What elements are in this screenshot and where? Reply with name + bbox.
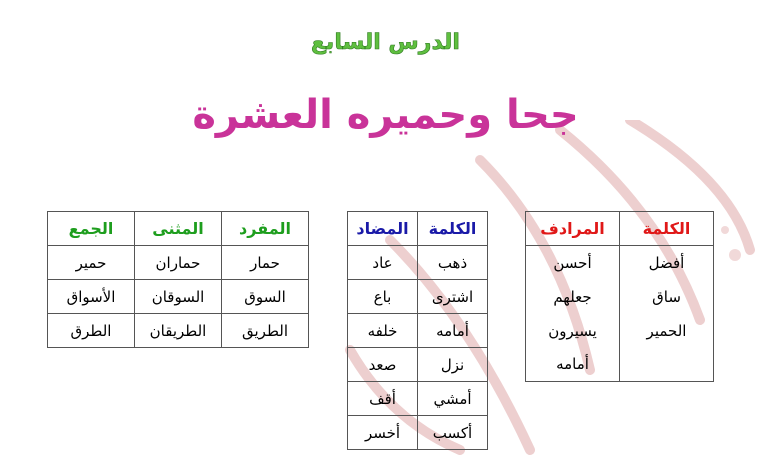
word-cell: ذهب [418,246,488,280]
antonym-cell: باع [348,280,418,314]
table-row [348,280,488,314]
lesson-label: الدرس السابع [311,30,460,55]
antonym-cell: أخسر [348,416,418,450]
table-header-row [348,212,488,246]
word-cell: اشترى [418,280,488,314]
antonym-cell: صعد [348,348,418,382]
word-cell: أمشي [418,382,488,416]
table-row [348,348,488,382]
table-row [348,314,488,348]
header-plural: الجمع [48,212,135,246]
dual-cell: السوقان [135,280,222,314]
header-word: الكلمة [620,212,714,246]
word-cell: أفضل [620,246,714,280]
singular-cell: الطريق [222,314,309,348]
header-dual: المثنى [135,212,222,246]
header-synonym: المرادف [526,212,620,246]
table-header-row [526,212,714,246]
word-cell: ساق [620,280,714,314]
table-row [348,246,488,280]
word-cell: نزل [418,348,488,382]
synonym-cell: جعلهم [526,280,620,314]
header-antonym: المضاد [348,212,418,246]
table-header-row [48,212,309,246]
table-row [526,246,714,280]
synonym-cell: أمامه [526,348,620,382]
word-cell: أكسب [418,416,488,450]
synonyms-table [525,211,714,382]
table-row [48,246,309,280]
antonym-cell: خلفه [348,314,418,348]
plural-cell: الطرق [48,314,135,348]
dual-cell: الطريقان [135,314,222,348]
singular-cell: السوق [222,280,309,314]
table-row [526,348,714,382]
word-cell [620,348,714,382]
table-row [48,280,309,314]
antonym-cell: عاد [348,246,418,280]
table-row [526,314,714,348]
table-row [526,280,714,314]
antonym-cell: أقف [348,382,418,416]
page-title: جحا وحميره العشرة [192,92,579,138]
header-singular: المفرد [222,212,309,246]
synonym-cell: يسيرون [526,314,620,348]
plural-cell: حمير [48,246,135,280]
word-cell: أمامه [418,314,488,348]
singular-cell: حمار [222,246,309,280]
plurals-table [47,211,309,348]
table-row [48,314,309,348]
antonyms-table [347,211,488,450]
table-row [348,382,488,416]
table-row [348,416,488,450]
word-cell: الحمير [620,314,714,348]
dual-cell: حماران [135,246,222,280]
synonym-cell: أحسن [526,246,620,280]
plural-cell: الأسواق [48,280,135,314]
header-word: الكلمة [418,212,488,246]
